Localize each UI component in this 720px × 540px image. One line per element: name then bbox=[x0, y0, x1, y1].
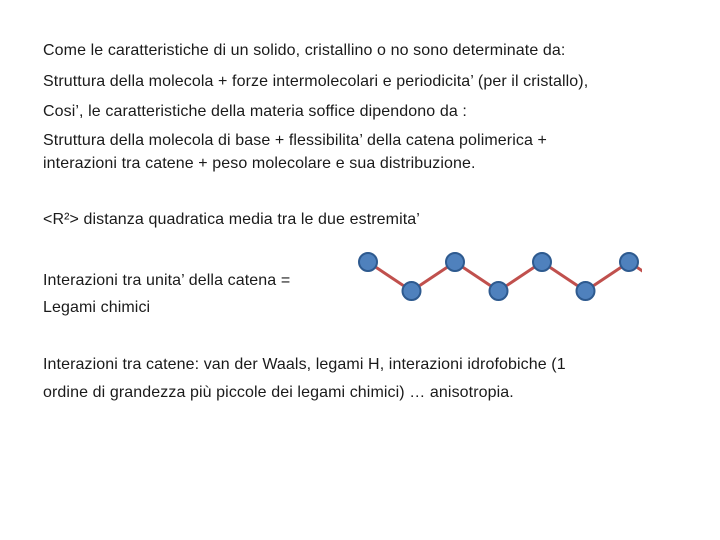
text-line-4: Struttura della molecola di base + flessibilita’ della catena polimerica + bbox=[43, 132, 547, 149]
text-line-9: Interazioni tra catene: van der Waals, legami H, interazioni idrofobiche (1 bbox=[43, 356, 566, 373]
text-line-7: Interazioni tra unita’ della catena = bbox=[43, 272, 291, 289]
text-line-2: Struttura della molecola + forze intermolecolari e periodicita’ (per il cristallo), bbox=[43, 73, 589, 90]
chain-bead bbox=[620, 253, 638, 271]
chain-bead bbox=[533, 253, 551, 271]
chain-bead bbox=[359, 253, 377, 271]
text-line-6: <R²> distanza quadratica media tra le due estremita’ bbox=[43, 211, 420, 228]
text-line-3: Cosi’, le caratteristiche della materia soffice dipendono da : bbox=[43, 103, 467, 120]
text-line-5: interazioni tra catene + peso molecolare e sua distribuzione. bbox=[43, 155, 476, 172]
polymer-chain-diagram bbox=[352, 240, 642, 310]
chain-bead bbox=[446, 253, 464, 271]
text-line-8: Legami chimici bbox=[43, 299, 151, 316]
chain-bead bbox=[403, 282, 421, 300]
text-line-10: ordine di grandezza più piccole dei legami chimici) … anisotropia. bbox=[43, 384, 514, 401]
chain-bead bbox=[577, 282, 595, 300]
text-line-1: Come le caratteristiche di un solido, cristallino o no sono determinate da: bbox=[43, 42, 566, 59]
chain-bead bbox=[490, 282, 508, 300]
